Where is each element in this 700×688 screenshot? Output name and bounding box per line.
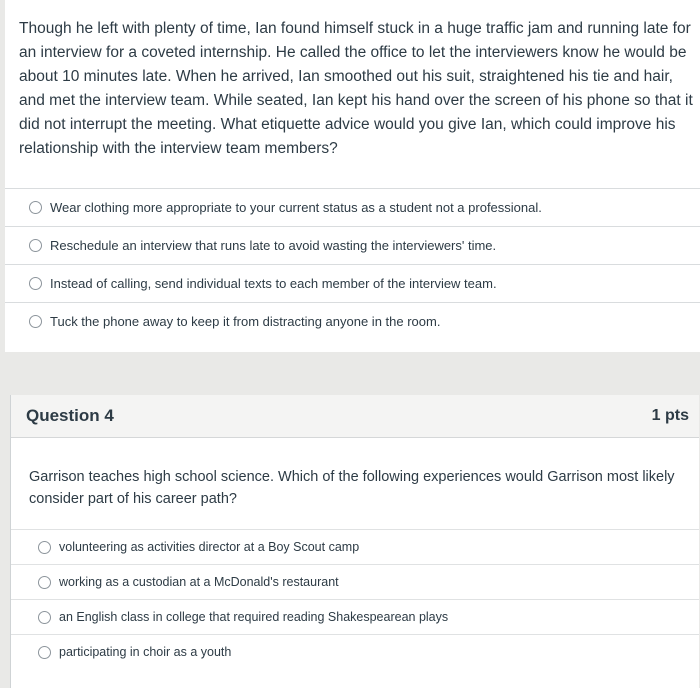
question-3-text: Though he left with plenty of time, Ian found himself stuck in a huge traffic jam and running late for an interview for a coveted internship. He called the office to let the interviewers know he would be about 10 minutes late. When he arrived, Ian smoothed out his suit, straightened his tie and hair, and met the interview team. While seated, Ian kept his hand over the screen of his phone so that it did not interrupt the meeting. What etiquette advice would you give Ian, which could improve his relationship with the interview team members? xyxy=(19,20,693,157)
question-points: 1 pts xyxy=(651,407,689,424)
answer-label[interactable]: working as a custodian at a McDonald's restaurant xyxy=(59,575,339,589)
question-4-header xyxy=(11,395,699,438)
answer-option[interactable] xyxy=(5,264,700,302)
question-4-text: Garrison teaches high school science. Which of the following experiences would Garrison most likely consider part of his career path? xyxy=(29,469,675,507)
answer-option[interactable] xyxy=(5,302,700,340)
radio-button-icon[interactable] xyxy=(38,646,51,659)
answer-option[interactable] xyxy=(11,529,699,564)
radio-button-icon[interactable] xyxy=(38,541,51,554)
answer-label[interactable]: Tuck the phone away to keep it from distracting anyone in the room. xyxy=(50,314,441,329)
answer-label[interactable]: Instead of calling, send individual texts to each member of the interview team. xyxy=(50,276,497,291)
question-4-answers xyxy=(11,529,699,669)
question-3-answers xyxy=(5,188,700,340)
radio-button-icon[interactable] xyxy=(38,576,51,589)
radio-button-icon[interactable] xyxy=(29,277,42,290)
answer-option[interactable] xyxy=(11,564,699,599)
radio-button-icon[interactable] xyxy=(29,239,42,252)
question-title: Question 4 xyxy=(26,406,114,425)
answer-label[interactable]: Reschedule an interview that runs late to avoid wasting the interviewers' time. xyxy=(50,238,497,253)
question-4-card xyxy=(10,395,699,688)
answer-label[interactable]: an English class in college that required reading Shakespearean plays xyxy=(59,610,449,624)
answer-option[interactable] xyxy=(5,226,700,264)
answer-label[interactable]: participating in choir as a youth xyxy=(59,645,232,659)
answer-label[interactable]: volunteering as activities director at a Boy Scout camp xyxy=(59,540,360,554)
answer-option[interactable] xyxy=(11,634,699,669)
question-3-card xyxy=(5,0,700,352)
radio-button-icon[interactable] xyxy=(29,201,42,214)
answer-option[interactable] xyxy=(5,188,700,226)
answer-option[interactable] xyxy=(11,599,699,634)
answer-label[interactable]: Wear clothing more appropriate to your current status as a student not a professional. xyxy=(50,200,542,215)
radio-button-icon[interactable] xyxy=(38,611,51,624)
radio-button-icon[interactable] xyxy=(29,315,42,328)
